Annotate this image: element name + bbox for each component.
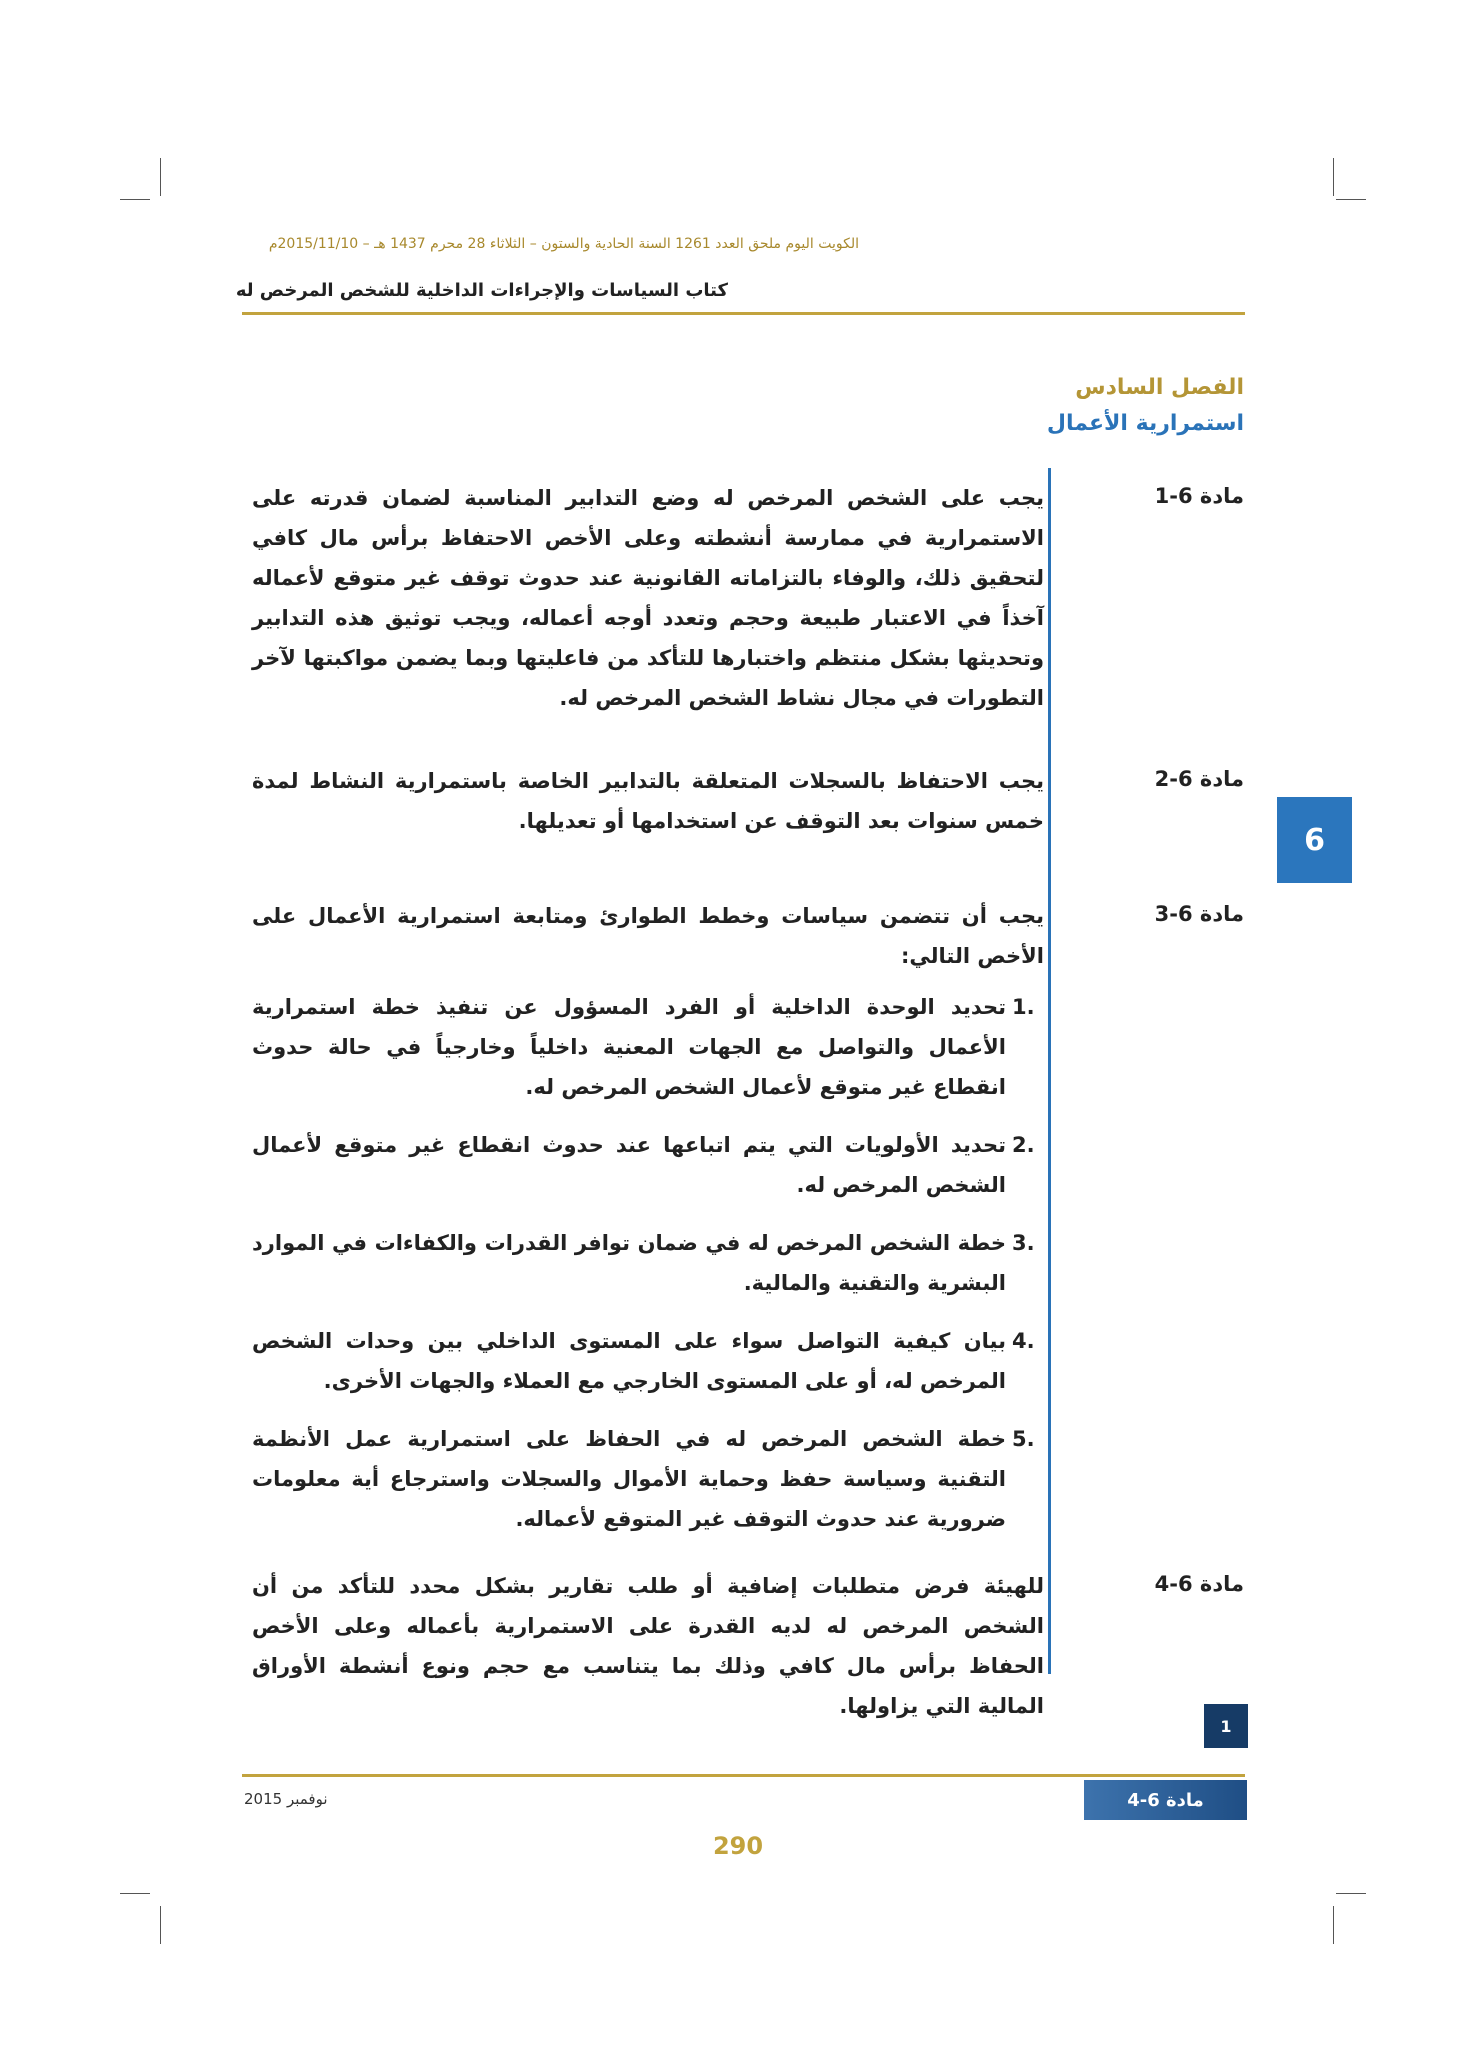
crop-mark — [120, 1893, 150, 1894]
crop-mark — [120, 199, 150, 200]
list-item — [252, 1321, 1042, 1401]
chapter-title: استمرارية الأعمال — [1046, 411, 1244, 436]
list-item — [252, 1223, 1042, 1303]
article-label: مادة 6-1 — [1154, 484, 1244, 508]
content-divider — [1048, 468, 1051, 1674]
list-item — [252, 987, 1042, 1107]
page-number: 290 — [712, 1832, 764, 1860]
footer-date: نوفمبر 2015 — [244, 1790, 328, 1808]
list-item-number: 4. — [1012, 1329, 1035, 1353]
article-body: يجب أن تتضمن سياسات وخطط الطوارئ ومتابعة استمرارية الأعمال على الأخص التالي: — [252, 904, 1044, 968]
chapter-label: الفصل السادس — [1075, 375, 1244, 400]
list-item-text: بيان كيفية التواصل سواء على المستوى الداخلي بين وحدات الشخص المرخص له، أو على المستوى الخارجي مع العملاء والجهات الأخرى. — [252, 1329, 1006, 1393]
header-divider — [242, 312, 1245, 315]
article-label: مادة 6-2 — [1154, 767, 1244, 791]
list-item-number: 3. — [1012, 1231, 1035, 1255]
book-title: كتاب السياسات والإجراءات الداخلية للشخص المرخص له — [235, 280, 728, 301]
crop-mark — [1336, 1893, 1366, 1894]
gazette-issue-line: الكويت اليوم ملحق العدد 1261 السنة الحادية والستون – الثلاثاء 28 محرم 1437 هـ – 2015/11/10م — [268, 236, 859, 252]
article-body: يجب على الشخص المرخص له وضع التدابير المناسبة لضمان قدرته على الاستمرارية في ممارسة أنشطته وعلى الأخص الاحتفاظ برأس مال كافي لتحقيق ذلك، والوفاء بالتزاماته القانونية عند حدوث توقف غير متوقع لأعماله آخذاً في الاعتبار طبيعة وحجم وتعدد أوجه أعماله، ويجب توثيق هذه التدابير وتحديثها بشكل منتظم واختبارها للتأكد من فاعليتها وبما يضمن مواكبتها لآخر التطورات في مجال نشاط الشخص المرخص له. — [252, 486, 1044, 710]
article-label: مادة 6-4 — [1154, 1572, 1244, 1596]
footer-divider — [242, 1774, 1245, 1777]
crop-mark — [160, 1906, 161, 1944]
list-item-text: تحديد الأولويات التي يتم اتباعها عند حدوث انقطاع غير متوقع لأعمال الشخص المرخص له. — [252, 1133, 1006, 1197]
crop-mark — [1333, 158, 1334, 196]
list-item-number: 2. — [1012, 1133, 1035, 1157]
article-body: يجب الاحتفاظ بالسجلات المتعلقة بالتدابير الخاصة باستمرارية النشاط لمدة خمس سنوات بعد التوقف عن استخدامها أو تعديلها. — [252, 769, 1044, 833]
list-item — [252, 1125, 1042, 1205]
list-item-number: 1. — [1012, 995, 1035, 1019]
crop-mark — [1336, 199, 1366, 200]
list-item-text: خطة الشخص المرخص له في ضمان توافر القدرات والكفاءات في الموارد البشرية والتقنية والمالية. — [252, 1231, 1006, 1295]
list-item-text: خطة الشخص المرخص له في الحفاظ على استمرارية عمل الأنظمة التقنية وسياسة حفظ وحماية الأموال والسجلات واسترجاع أية معلومات ضرورية عند حدوث التوقف غير المتوقع لأعماله. — [252, 1427, 1006, 1531]
article-label: مادة 6-3 — [1154, 902, 1244, 926]
list-item — [252, 1419, 1042, 1539]
list-item-text: تحديد الوحدة الداخلية أو الفرد المسؤول عن تنفيذ خطة استمرارية الأعمال والتواصل مع الجهات المعنية داخلياً وخارجياً في حالة حدوث انقطاع غير متوقع لأعمال الشخص المرخص له. — [252, 995, 1006, 1099]
footer-article-badge: مادة 6-4 — [1084, 1780, 1247, 1820]
chapter-tab: 6 — [1277, 797, 1352, 883]
requirements-list — [252, 987, 1042, 1539]
crop-mark — [160, 158, 161, 196]
crop-mark — [1333, 1906, 1334, 1944]
page-marker: 1 — [1204, 1704, 1248, 1748]
article-body: للهيئة فرض متطلبات إضافية أو طلب تقارير بشكل محدد للتأكد من أن الشخص المرخص له لديه القدرة على الاستمرارية بأعماله وعلى الأخص الحفاظ برأس مال كافي وذلك بما يتناسب مع حجم ونوع أنشطة الأوراق المالية التي يزاولها. — [252, 1574, 1044, 1718]
list-item-number: 5. — [1012, 1427, 1035, 1451]
